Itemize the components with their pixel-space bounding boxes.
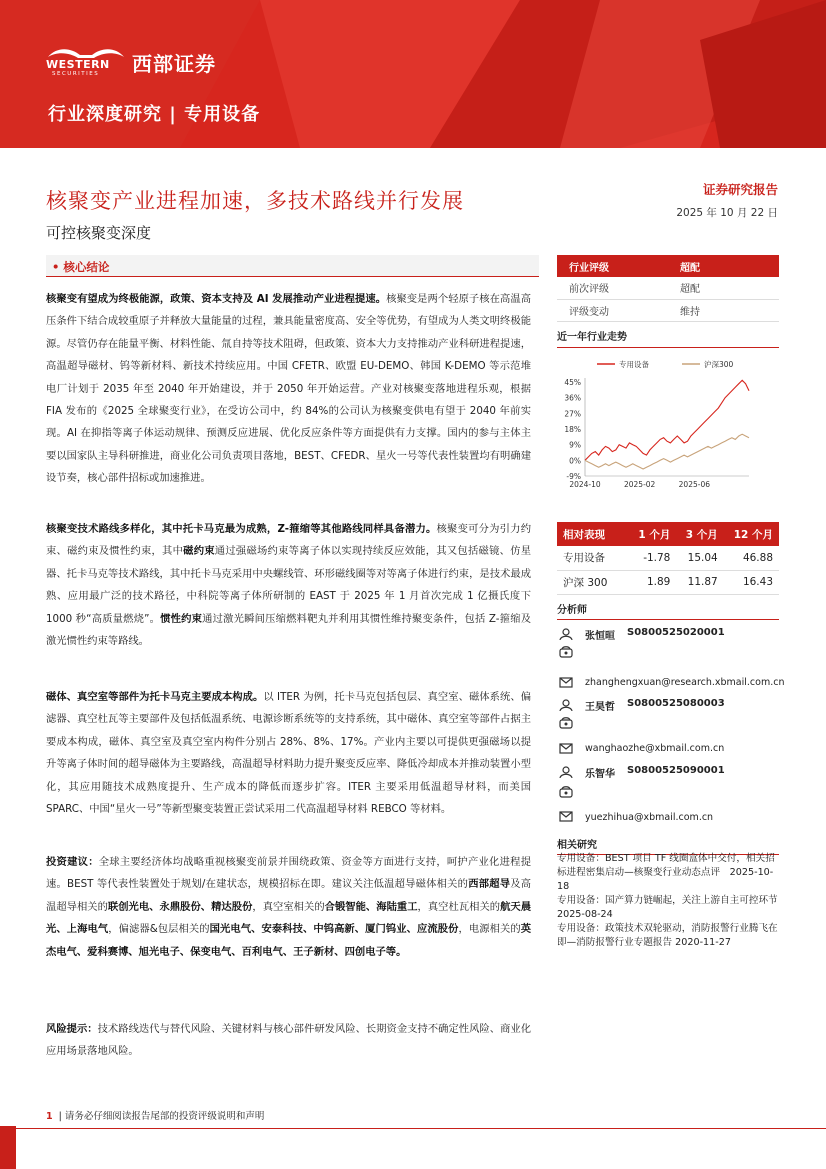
phone-icon: [559, 717, 573, 729]
section-label: • 核心结论: [52, 260, 110, 274]
mail-icon: [559, 742, 573, 754]
p4-t3: ，真空杜瓦相关的: [417, 900, 501, 913]
rating-row: [557, 299, 779, 321]
perf-header-row: [557, 522, 779, 546]
y-tick-label: 27%: [564, 409, 581, 419]
related-title: 相关研究: [557, 836, 779, 855]
report-date: 2025 年 10 月 22 日: [676, 207, 778, 219]
report-title: 核聚变产业进程加速，多技术路线并行发展: [46, 189, 464, 213]
p4-b4: 航天晨光、上海电气: [46, 900, 532, 936]
trend-chart-title: 近一年行业走势: [557, 328, 779, 348]
perf-cell: -1.78: [629, 546, 676, 570]
paragraph-1: [46, 288, 531, 490]
perf-cell: 专用设备: [557, 546, 629, 570]
footer-line: [0, 1128, 826, 1130]
y-tick-label: -9%: [566, 472, 581, 481]
analyst-title: 分析师: [557, 601, 779, 620]
x-tick-label: 2025-06: [678, 480, 711, 489]
p4-b5: 国光电气、安泰科技、中钨高新、厦门钨业、应流股份: [209, 923, 459, 936]
paragraph-3: [46, 686, 531, 820]
perf-cell: 15.04: [676, 546, 723, 570]
rating-cell: 评级变动: [557, 299, 668, 321]
report-subtitle: 可控核聚变深度: [46, 224, 152, 242]
analyst-name: 张恒晅: [585, 631, 615, 642]
p2-bold-b: 磁约束: [183, 545, 215, 558]
rating-cell: 行业评级: [557, 255, 668, 277]
related-item[interactable]: 专用设备：政策技术双轮驱动，消防报警行业腾飞在即—消防报警行业专题报告 2020-11-27: [557, 923, 778, 948]
header-banner: [0, 0, 826, 148]
perf-header-cell: 1 个月: [629, 522, 676, 546]
paragraph-5: [46, 1018, 531, 1063]
logo-mark: [46, 44, 126, 80]
analyst-card: [557, 624, 785, 694]
p4-t5: ，电源相关的: [458, 923, 521, 936]
p2-lead: 核聚变技术路线多样化，其中托卡马克最为成熟，Z-箍缩等其他路线同样具备潜力。: [46, 523, 437, 535]
analyst-card: [557, 695, 779, 765]
y-tick-label: 36%: [564, 393, 581, 403]
mail-icon: [559, 676, 573, 688]
analyst-email[interactable]: yuezhihua@xbmail.com.cn: [585, 812, 714, 823]
p3-lead: 磁体、真空室等部件为托卡马克主要成本构成。: [46, 691, 264, 703]
p2-text-b: 通过强磁场约束等离子体以实现持续反应效能，其又包括磁镜、仿星器、托卡马克等技术路线，其中托卡马克采用中央螺线管、环形磁线圈等对等离子体进行约束，是技术最成熟、应用最广泛的技术路径，中科院等离子体所研制的 EAST 于 2025 年 1 月首次完成 1 亿摄氏度下 1000 秒“高质量燃烧”。: [46, 545, 532, 625]
perf-cell: 46.88: [724, 546, 779, 570]
perf-cell: 1.89: [629, 570, 676, 594]
related-item[interactable]: 专用设备：BEST 项目 TF 线圈盒体中交付，相关招标进程密集启动—核聚变行业动态点评 2025-10-18: [557, 853, 775, 892]
p2-bold-c: 惯性约束: [160, 612, 203, 625]
performance-table: [557, 522, 779, 595]
p5-text: 技术路线迭代与替代风险、关键材料与核心部件研发风险、长期资金支持不确定性风险、商业化应用场景落地风险。: [46, 1023, 532, 1058]
y-tick-label: 18%: [564, 425, 581, 434]
person-icon: [559, 766, 573, 778]
p1-lead: 核聚变有望成为终极能源，政策、资本支持及 AI 发展推动产业进程提速。: [46, 293, 387, 305]
rating-table: [557, 255, 779, 322]
mail-icon: [559, 810, 573, 822]
footer-corner: [0, 1126, 16, 1169]
related-list: [557, 852, 788, 950]
x-tick-label: 2024-10: [569, 480, 601, 489]
trend-chart: [557, 348, 779, 496]
analyst-cert: S0800525090001: [627, 765, 725, 776]
perf-cell: 沪深 300: [557, 570, 629, 594]
p4-b3: 合锻智能、海陆重工: [324, 900, 418, 913]
perf-header-cell: 相对表现: [557, 522, 629, 546]
section-header: [46, 255, 539, 277]
p4-t2: ，真空室相关的: [252, 900, 325, 913]
report-type: 证券研究报告: [702, 182, 778, 197]
logo-cn: 西部证券: [132, 51, 216, 76]
legend-label: 沪深300: [704, 360, 734, 369]
rating-row: [557, 277, 779, 299]
perf-cell: 11.87: [676, 570, 723, 594]
page-number: 1: [46, 1111, 53, 1122]
rating-cell: 超配: [668, 255, 779, 277]
person-icon: [559, 699, 573, 711]
perf-row: [557, 546, 779, 570]
analyst-cert: S0800525020001: [627, 627, 725, 638]
p4-lead: 投资建议：: [46, 856, 99, 868]
series-line: [585, 380, 749, 460]
rating-cell: 超配: [668, 277, 779, 299]
legend-label: 专用设备: [619, 360, 649, 369]
paragraph-4: [46, 851, 531, 963]
p4-t1: 及高温超导相关的: [46, 878, 532, 913]
p4-t4: ，偏滤器&包层相关的: [108, 923, 210, 936]
p4-text-a: 全球主要经济体均战略重视核聚变前景并围绕政策、资金等方面进行支持，呵护产业化进程提速。BEST 等代表性装置处于规划/在建状态，规模招标在即。建议关注低温超导磁体相关的: [46, 856, 532, 891]
p5-lead: 风险提示：: [46, 1023, 98, 1035]
series-line: [585, 434, 749, 469]
company-logo: [46, 44, 216, 80]
rating-cell: 维持: [668, 299, 779, 321]
p2-text-c: 通过激光瞬间压缩燃料靶丸并利用其惯性维持聚变条件，包括 Z-箍缩及激光惯性约束等路线。: [46, 612, 531, 648]
logo-en: WESTERN: [46, 58, 110, 71]
p4-b2: 联创光电、永鼎股份、精达股份: [107, 900, 253, 913]
perf-header-cell: 12 个月: [724, 522, 779, 546]
analyst-name: 乐智华: [585, 769, 615, 780]
y-tick-label: 45%: [564, 378, 581, 387]
x-tick-label: 2025-02: [623, 480, 656, 489]
logo-sub: SECURITIES: [52, 71, 100, 77]
banner-title: 行业深度研究 | 专用设备: [48, 104, 261, 125]
rating-row: [557, 255, 779, 277]
phone-icon: [559, 646, 573, 658]
perf-row: [557, 570, 779, 594]
phone-icon: [559, 786, 573, 798]
p2-text-a: 核聚变可分为引力约束、磁约束及惯性约束，其中: [46, 523, 531, 558]
p1-text: 核聚变是两个轻原子核在高温高压条件下结合成较重原子并释放大量能量的过程，兼具能量密度高、安全等优势，有望成为人类文明终极能源。尽管仍存在能量平衡、材料性能、氚自持等技术阻碍，但政策、资本大力支持推动产业科研进程提速，高温超导磁材、钨等新材料、新技术持续应用。中国 CFETR、欧盟 EU-DEMO、韩国 K-DEMO 等示范堆电厂计划于 2035 年至 2040 年开始建设，并于 2050 年开始运营。产业对核聚变落地进程乐观，根据 FIA 发布的《2025 全球聚变行业》，在受访公司中，约 84%的公司认为核聚变供电有望于 2040 年前实现。AI 在抑指等离子体运动规律、预测反应进展、优化反应条件等方面提供有力支撑。国内的参与主体主要以国家队主导科研推进，商业化公司负责项目落地，BEST、CFEDR、星火一号等代表性装置均有明确建设节奏，核心部件招标或加速推进。: [46, 293, 532, 485]
paragraph-2: [46, 518, 531, 652]
p4-b6: 英杰电气、爱科赛博、旭光电子、保变电气、百利电气、王子新材、四创电子等。: [46, 923, 532, 958]
y-tick-label: 0%: [569, 456, 581, 466]
perf-header-cell: 3 个月: [676, 522, 723, 546]
related-item[interactable]: 专用设备：国产算力链崛起，关注上游自主可控环节 2025-08-24: [557, 895, 788, 920]
rating-cell: 前次评级: [557, 277, 668, 299]
p3-text: 以 ITER 为例，托卡马克包括包层、真空室、磁体系统、偏滤器、真空杜瓦等主要部件及包括低温系统、电源诊断系统等的支持系统，其中磁体、真空室等部件占据主要成本构成，磁体、真空室及真空室内构件分别占 28%、8%、17%。产业内主要以可提供更强磁场以提升等离子体时间的超导磁体为主要路线，高温超导材料助力提升聚变反应率、降低冷却成本并推动装置小型化，其应用随技术成熟度提升、生产成本的降低而逐步扩容。ITER 主要采用低温超导材料，而美国 SPARC、中国“星火一号”等新型聚变装置正尝试采用二代高温超导材料 REBCO 等材料。: [46, 691, 531, 816]
analyst-email[interactable]: zhanghengxuan@research.xbmail.com.cn: [585, 677, 785, 688]
y-tick-label: 9%: [569, 440, 581, 450]
analyst-card: [557, 762, 779, 832]
analyst-name: 王昊哲: [585, 702, 615, 713]
perf-cell: 16.43: [724, 570, 779, 594]
footer: [46, 1108, 264, 1122]
analyst-cert: S0800525080003: [627, 698, 725, 709]
footer-text: | 请务必仔细阅读报告尾部的投资评级说明和声明: [58, 1111, 265, 1122]
bull-horns-icon: [46, 45, 126, 59]
p4-b1: 西部超导: [468, 878, 511, 891]
person-icon: [559, 628, 573, 640]
analyst-email[interactable]: wanghaozhe@xbmail.com.cn: [585, 743, 725, 754]
